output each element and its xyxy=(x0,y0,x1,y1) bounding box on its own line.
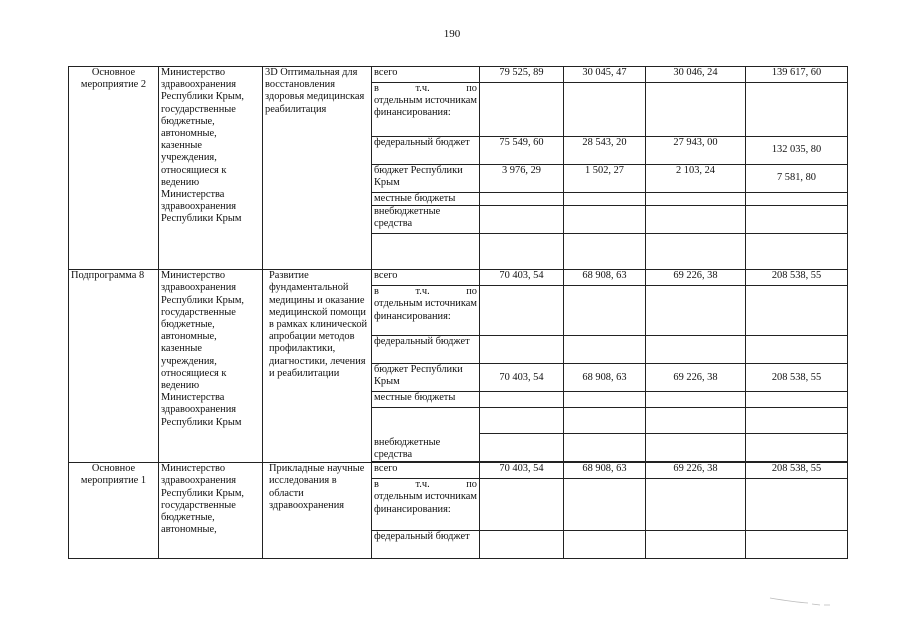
source-incl xyxy=(372,83,480,137)
budget-table xyxy=(68,66,848,559)
value-cell: 68 908, 63 xyxy=(564,270,646,286)
source-incl-rest: отдельным источникам финансирования: xyxy=(374,298,477,322)
value-cell: 208 538, 55 xyxy=(746,463,848,479)
executor-cell: Министерство здравоохранения Республики Крым, государственные бюджетные, автономные, xyxy=(159,463,263,559)
source-extra: внебюджетные средства xyxy=(372,434,480,462)
value-cell: 69 226, 38 xyxy=(646,364,746,392)
source-incl-prefix: в т.ч. по xyxy=(374,286,477,298)
value-cell: 70 403, 54 xyxy=(480,364,564,392)
value-cell: 68 908, 63 xyxy=(564,364,646,392)
executor-cell: Министерство здравоохранения Республики Крым, государственные бюджетные, автономные, казенные учреждения, относящиеся к ведению Министерства здравоохранения Республики Крым xyxy=(159,67,263,270)
source-total: всего xyxy=(372,463,480,479)
measure-name-cell: Прикладные научные исследования в области здравоохранения xyxy=(263,463,372,559)
value-cell: 79 525, 89 xyxy=(480,67,564,83)
status-cell: Основное мероприятие 1 xyxy=(69,463,159,559)
table-row xyxy=(69,67,848,83)
executor-cell: Министерство здравоохранения Республики Крым, государственные бюджетные, автономные, казенные учреждения, относящиеся к ведению Министерства здравоохранения Республики Крым xyxy=(159,270,263,463)
status-cell: Подпрограмма 8 xyxy=(69,270,159,463)
source-federal: федеральный бюджет xyxy=(372,531,480,559)
source-republic: бюджет Республики Крым xyxy=(372,364,480,392)
value-cell: 7 581, 80 xyxy=(746,165,848,193)
value-cell: 69 226, 38 xyxy=(646,463,746,479)
value-cell: 30 046, 24 xyxy=(646,67,746,83)
status-cell: Основное мероприятие 2 xyxy=(69,67,159,270)
source-republic: бюджет Республики Крым xyxy=(372,165,480,193)
value-cell: 28 543, 20 xyxy=(564,137,646,165)
value-cell: 208 538, 55 xyxy=(746,364,848,392)
value-cell: 70 403, 54 xyxy=(480,463,564,479)
value-cell: 3 976, 29 xyxy=(480,165,564,193)
page-number: 190 xyxy=(443,28,461,40)
source-incl-rest: отдельным источникам финансирования: xyxy=(374,491,477,515)
source-local: местные бюджеты xyxy=(372,193,480,206)
source-local: местные бюджеты xyxy=(372,392,480,408)
value-cell: 75 549, 60 xyxy=(480,137,564,165)
source-federal: федеральный бюджет xyxy=(372,137,480,165)
source-incl-prefix: в т.ч. по xyxy=(374,83,477,94)
scan-artifact-mark xyxy=(768,596,832,606)
source-incl xyxy=(372,479,480,531)
measure-name-cell: 3D Оптимальная для восстановления здоровья медицинская реабилитация xyxy=(263,67,372,270)
table-row xyxy=(69,463,848,479)
source-federal: федеральный бюджет xyxy=(372,336,480,364)
source-incl-prefix: в т.ч. по xyxy=(374,479,477,491)
value-cell: 30 045, 47 xyxy=(564,67,646,83)
source-incl xyxy=(372,286,480,336)
value-cell: 27 943, 00 xyxy=(646,137,746,165)
source-total: всего xyxy=(372,67,480,83)
value-cell: 69 226, 38 xyxy=(646,270,746,286)
value-cell: 139 617, 60 xyxy=(746,67,848,83)
value-cell: 70 403, 54 xyxy=(480,270,564,286)
source-total: всего xyxy=(372,270,480,286)
measure-name-cell: Развитие фундаментальной медицины и оказание медицинской помощи в рамках клинической апробации методов профилактики, диагностики, лечения и реабилитации xyxy=(263,270,372,463)
value-cell: 208 538, 55 xyxy=(746,270,848,286)
value-cell: 68 908, 63 xyxy=(564,463,646,479)
source-incl-rest: отдельным источникам финансирования: xyxy=(374,95,477,119)
value-cell: 1 502, 27 xyxy=(564,165,646,193)
value-cell: 132 035, 80 xyxy=(746,137,848,165)
source-extra: внебюджетные средства xyxy=(372,206,480,234)
value-cell: 2 103, 24 xyxy=(646,165,746,193)
table-row xyxy=(69,270,848,286)
